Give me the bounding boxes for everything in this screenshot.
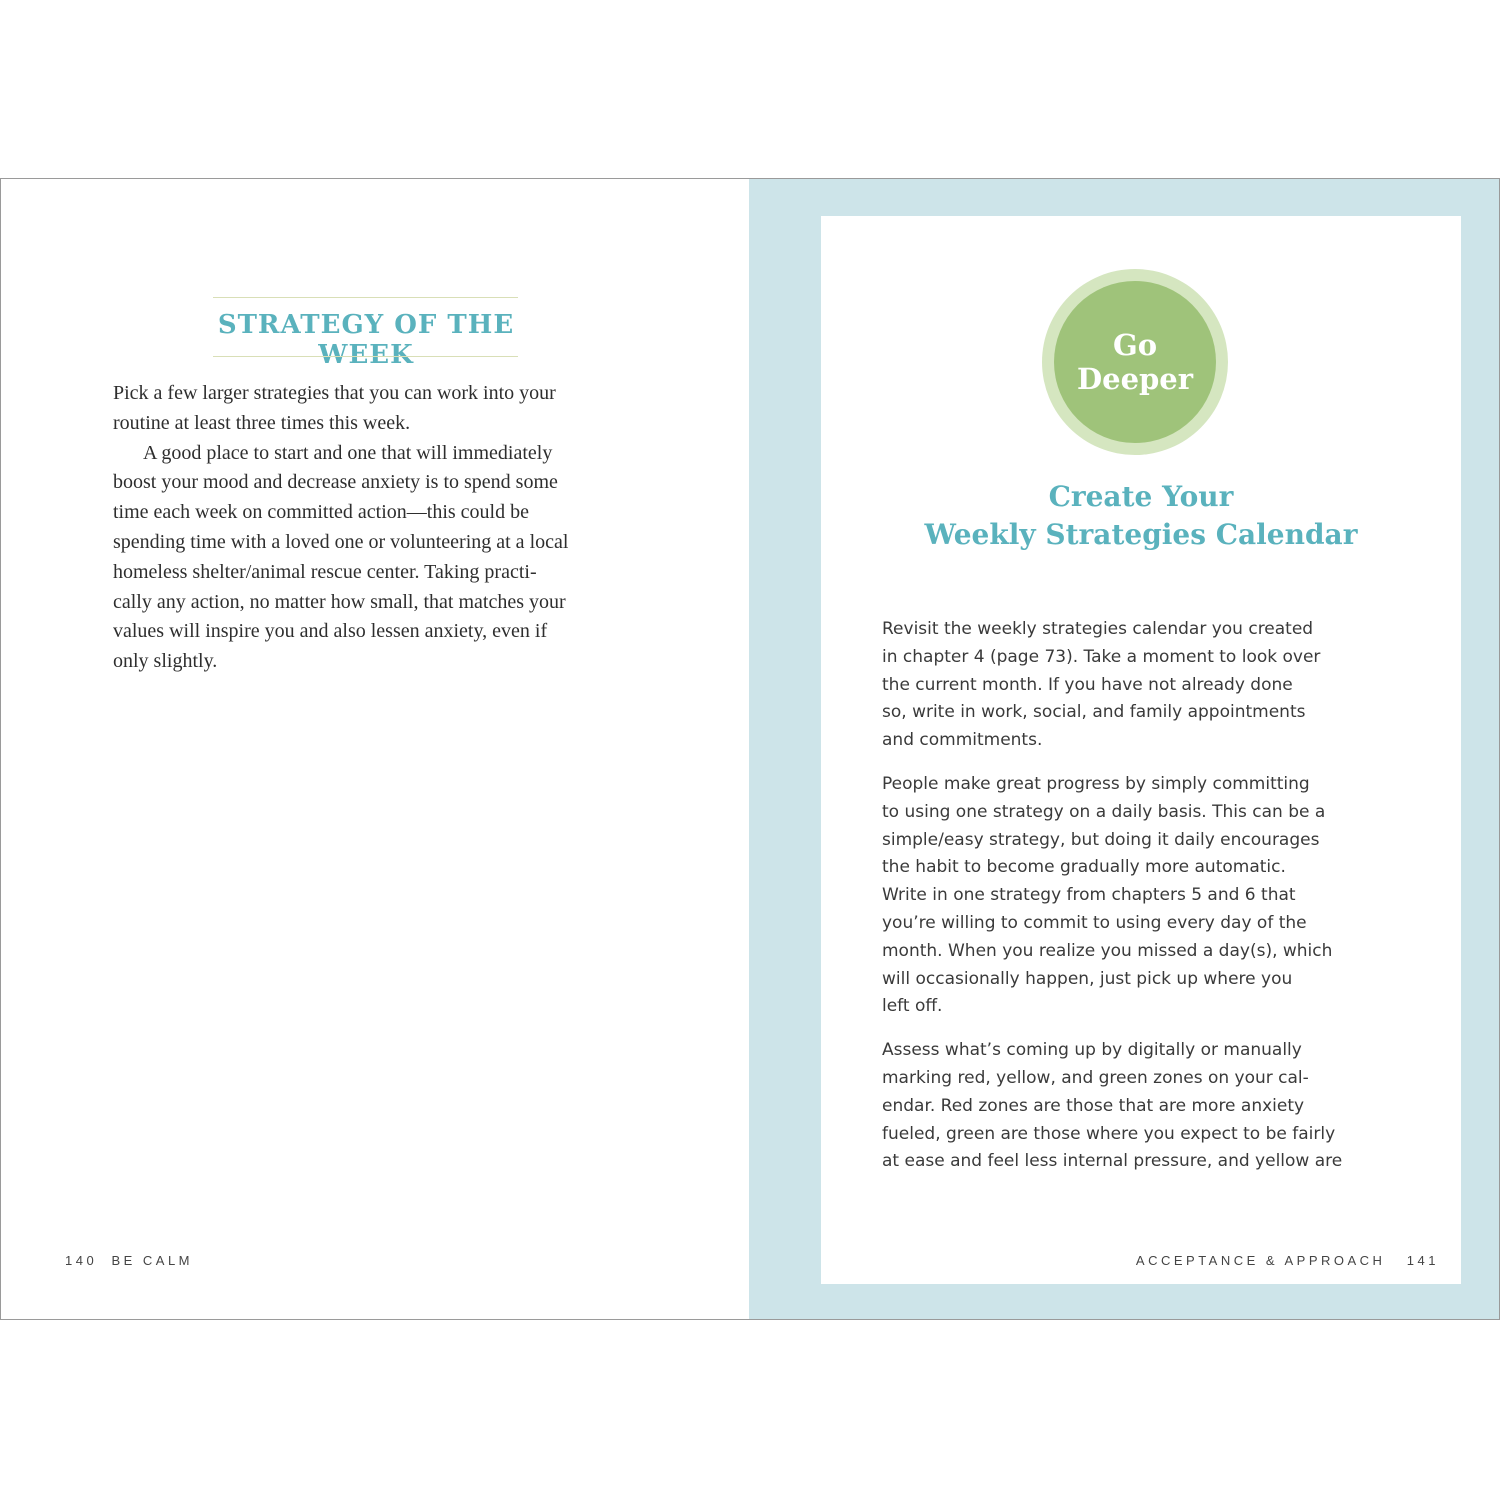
go-deeper-title — [821, 478, 1461, 554]
badge-line-1: Go — [1112, 328, 1158, 362]
heading-rule-top — [213, 297, 518, 298]
go-deeper-badge-circle — [1054, 281, 1216, 443]
left-page-number: 140 — [65, 1253, 98, 1268]
right-folio — [1136, 1253, 1439, 1268]
right-running-head: ACCEPTANCE & APPROACH — [1135, 1253, 1386, 1268]
book-spread — [0, 178, 1500, 1320]
right-paragraph-3: Assess what’s coming up by digitally or manually marking red, yellow, and green zones on your cal- endar. Red zones are those that are more anxiety fueled, green are those where you expect to be fairly at ease and feel less internal pressure, and yellow are — [882, 1040, 1343, 1172]
title-line-1: Create Your — [1048, 480, 1234, 513]
right-page — [749, 179, 1500, 1319]
left-paragraph-2: A good place to start and one that will immediately boost your mood and decrease anxiety is to spend some time each week on committed action—this could be spending time with a loved one or volunteering at a local homeless shelter/animal rescue center. Taking practi- cally any action, no matter how small, that matches your values will inspire you and also lessen anxiety, even if only slightly. — [113, 441, 569, 673]
title-line-2: Weekly Strategies Calendar — [924, 518, 1358, 551]
right-page-number: 141 — [1406, 1253, 1439, 1268]
go-deeper-panel — [821, 216, 1461, 1284]
go-deeper-badge — [1042, 269, 1228, 455]
badge-line-2: Deeper — [1076, 362, 1194, 396]
right-paragraph-1: Revisit the weekly strategies calendar you created in chapter 4 (page 73). Take a moment to look over the current month. If you have not already done so, write in work, social, and family appointments and commitments. — [882, 619, 1321, 751]
left-running-head: BE CALM — [111, 1253, 194, 1268]
right-body-text — [882, 616, 1402, 1192]
left-body-text — [113, 379, 633, 677]
left-folio — [65, 1253, 193, 1268]
right-paragraph-2: People make great progress by simply committing to using one strategy on a daily basis. This can be a simple/easy strategy, but doing it daily encourages the habit to become gradually more automatic. Write in one strategy from chapters 5 and 6 that you’re willing to commit to using every day of the month. When you realize you missed a day(s), which will occasionally happen, just pick up where you left off. — [882, 773, 1333, 1017]
left-page — [0, 179, 749, 1319]
heading-rule-bottom — [213, 356, 518, 357]
strategy-of-the-week-heading: STRATEGY OF THE WEEK — [217, 310, 515, 370]
left-paragraph-1: Pick a few larger strategies that you can work into your routine at least three times this week. — [113, 382, 556, 434]
